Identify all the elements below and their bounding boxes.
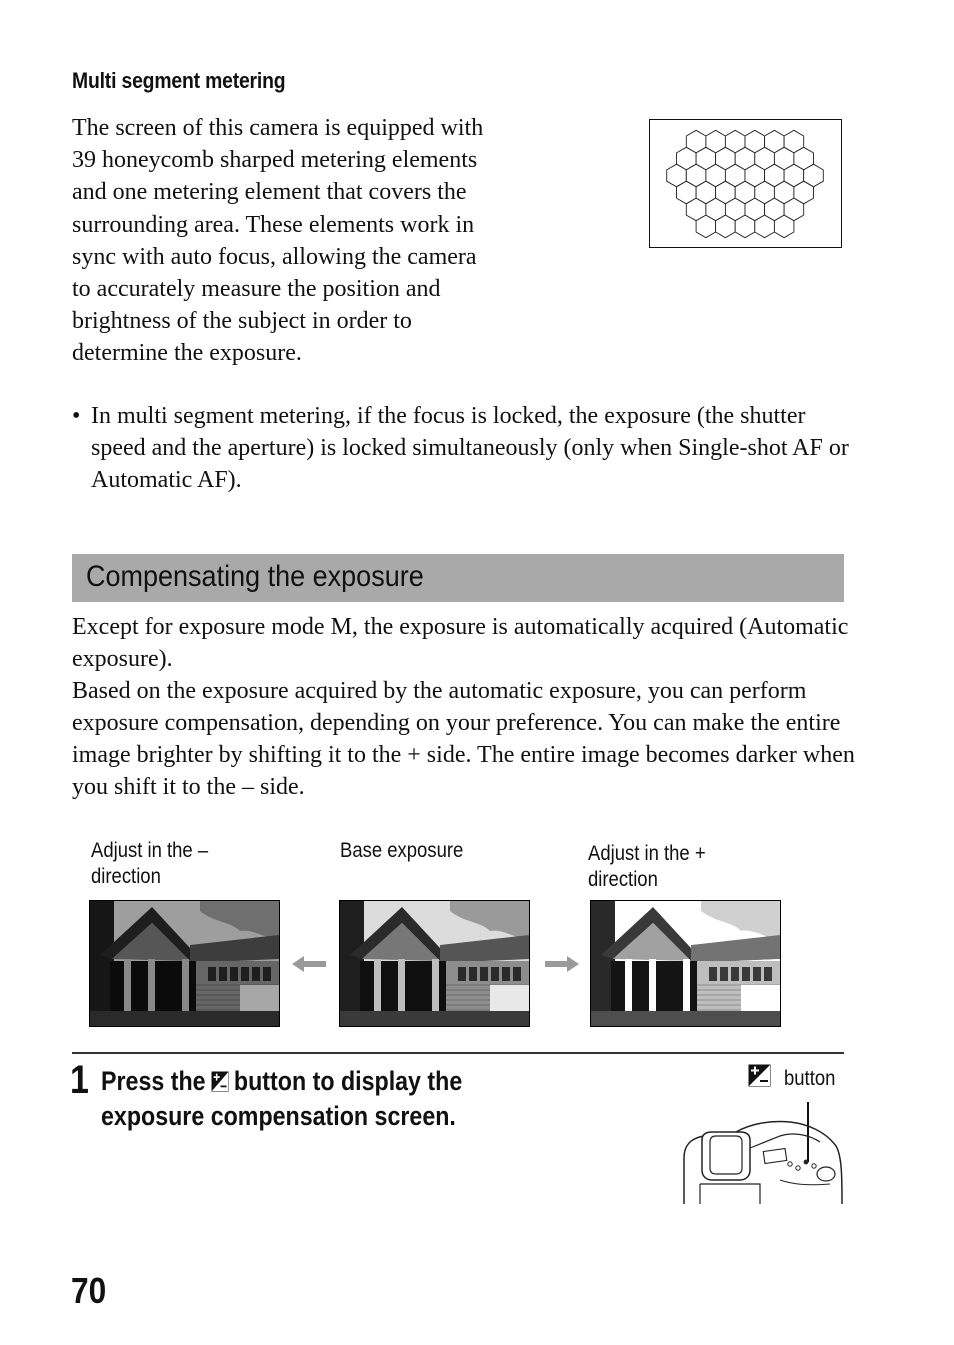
ground	[591, 1011, 780, 1026]
window	[502, 967, 510, 981]
lattice	[741, 985, 780, 1015]
caption-minus	[91, 838, 208, 890]
camera-top-illustration	[680, 1118, 844, 1204]
window	[753, 967, 761, 981]
lattice	[240, 985, 279, 1015]
window	[709, 967, 717, 981]
step-line-2: exposure compensation screen.	[101, 1101, 456, 1131]
step-line-1	[101, 1064, 462, 1099]
bullet-text: In multi segment metering, if the focus is locked, the exposure (the shutter speed and the aperture) is locked simultaneously (only when Single-shot AF or Automatic AF).	[91, 403, 849, 493]
step-text-part: button to display the	[233, 1066, 463, 1096]
honeycomb-grid	[650, 120, 840, 246]
ev-plus-minus-icon	[211, 1071, 229, 1092]
photo-plus-exposure	[590, 900, 781, 1027]
window	[742, 967, 750, 981]
caption-line: Adjust in the –	[91, 839, 209, 862]
arrow-right-icon	[543, 954, 579, 974]
ground	[340, 1011, 529, 1026]
window	[263, 967, 271, 981]
body-paragraph: Except for exposure mode M, the exposure is automatically acquired (Automatic exposure).	[72, 614, 849, 672]
window	[764, 967, 772, 981]
caption-line: direction	[91, 865, 161, 888]
caption-line: Base exposure	[340, 839, 464, 862]
step-number: 1	[70, 1058, 89, 1102]
lattice	[490, 985, 529, 1015]
window	[720, 967, 728, 981]
scene	[591, 901, 780, 1026]
caption-plus	[588, 841, 706, 893]
ground	[90, 1011, 279, 1026]
house-photo	[340, 901, 529, 1026]
ev-plus-minus-icon	[748, 1064, 771, 1087]
caption-line: direction	[588, 868, 658, 891]
window	[513, 967, 521, 981]
bullet-marker: •	[72, 403, 81, 429]
button-callout-label: button	[784, 1067, 836, 1090]
house-photo	[591, 901, 780, 1026]
caption-line: Adjust in the +	[588, 842, 706, 865]
page-number: 70	[71, 1270, 107, 1311]
house-photo	[90, 901, 279, 1026]
step-instruction	[101, 1064, 462, 1134]
body-paragraph: Based on the exposure acquired by the automatic exposure, you can perform exposure compensation, depending on your preference. You can make the entire image brighter by shifting it to the + side. The entire image becomes darker when you shift it to the – side.	[72, 678, 855, 800]
honeycomb-metering-diagram	[649, 119, 842, 248]
window	[469, 967, 477, 981]
photo-minus-exposure	[89, 900, 280, 1027]
caption-base	[340, 838, 463, 864]
photo-base-exposure	[339, 900, 530, 1027]
scene	[340, 901, 529, 1026]
window	[491, 967, 499, 981]
body-text	[72, 611, 872, 803]
section-title: Compensating the exposure	[86, 560, 424, 593]
window	[252, 967, 260, 981]
intro-paragraph: The screen of this camera is equipped with 39 honeycomb sharped metering elements and one metering element that covers the surrounding area. These elements work in sync with auto focus, allowing the camera to accurately measure the position and brightness of the subject in order to determine the exposure.	[72, 115, 484, 367]
section-header-bar	[72, 554, 844, 602]
window	[230, 967, 238, 981]
window	[208, 967, 216, 981]
window	[241, 967, 249, 981]
step-divider	[72, 1052, 844, 1054]
step-text-part: Press the	[101, 1066, 206, 1096]
arrow-left-icon	[292, 954, 328, 974]
window	[731, 967, 739, 981]
window	[480, 967, 488, 981]
sub-heading: Multi segment metering	[72, 68, 286, 93]
window	[458, 967, 466, 981]
window	[219, 967, 227, 981]
bullet-note	[72, 400, 852, 496]
scene	[90, 901, 279, 1026]
